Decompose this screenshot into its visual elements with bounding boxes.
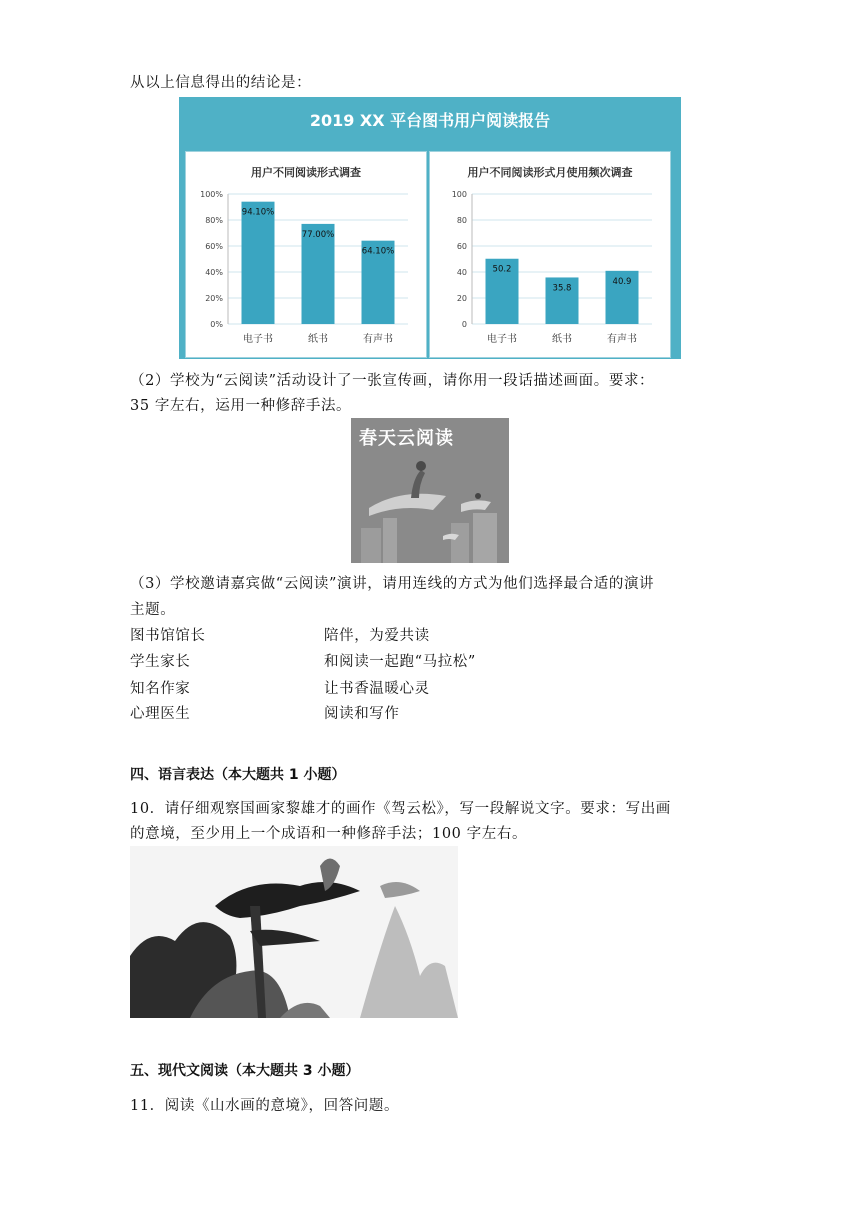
topic-item: 和阅读一起跑“马拉松” — [324, 654, 476, 670]
chart2-svg — [430, 152, 670, 357]
q2-line2: 35 字左右，运用一种修辞手法。 — [130, 398, 352, 414]
intro-text: 从以上信息得出的结论是： — [130, 75, 312, 91]
section5-heading: 五、现代文阅读（本大题共 3 小题） — [130, 1063, 360, 1079]
topic-item: 陪伴，为爱共读 — [324, 628, 430, 644]
y-tick-label: 0% — [210, 320, 223, 329]
q11-line: 11．阅读《山水画的意境》，回答问题。 — [130, 1098, 400, 1114]
x-tick-label: 有声书 — [607, 334, 637, 345]
poster-title: 春天云阅读 — [359, 428, 454, 449]
y-tick-label: 20% — [205, 294, 223, 303]
data-label: 40.9 — [612, 276, 632, 287]
topic-item: 阅读和写作 — [324, 706, 400, 722]
y-tick-label: 80 — [456, 216, 467, 225]
data-label: 94.10% — [241, 207, 275, 218]
x-tick-label: 电子书 — [487, 334, 517, 345]
guest-item: 心理医生 — [130, 706, 191, 722]
chart2-title: 用户不同阅读形式月使用频次调查 — [467, 166, 633, 179]
chart1-title: 用户不同阅读形式调查 — [251, 166, 361, 179]
y-tick-label: 40 — [456, 268, 467, 277]
guest-item: 学生家长 — [130, 654, 191, 670]
reading-report-image — [179, 97, 681, 359]
y-tick-label: 100 — [451, 190, 467, 199]
x-tick-label: 电子书 — [243, 334, 273, 345]
x-tick-label: 纸书 — [308, 334, 328, 345]
cloud-reading-poster — [351, 418, 509, 563]
q2-line1: （2）学校为“云阅读”活动设计了一张宣传画，请你用一段话描述画面。要求： — [130, 373, 655, 389]
section4-heading: 四、语言表达（本大题共 1 小题） — [130, 767, 346, 783]
q10-line1: 10．请仔细观察国画家黎雄才的画作《驾云松》，写一段解说文字。要求：写出画 — [130, 801, 671, 817]
q3-line2: 主题。 — [130, 602, 176, 618]
data-label: 35.8 — [552, 283, 572, 294]
report-title: 2019 XX 平台图书用户阅读报告 — [309, 111, 551, 130]
chart-panel-reading-forms — [185, 151, 427, 358]
bar — [242, 202, 275, 324]
data-label: 50.2 — [492, 264, 512, 275]
guest-item: 知名作家 — [130, 681, 191, 697]
x-tick-label: 有声书 — [363, 334, 393, 345]
y-tick-label: 100% — [200, 190, 223, 199]
data-label: 64.10% — [361, 246, 395, 257]
q3-line1: （3）学校邀请嘉宾做“云阅读”演讲，请用连线的方式为他们选择最合适的演讲 — [130, 576, 655, 592]
y-tick-label: 80% — [205, 216, 223, 225]
y-tick-label: 60 — [456, 242, 467, 251]
x-tick-label: 纸书 — [552, 334, 572, 345]
y-tick-label: 60% — [205, 242, 223, 251]
q10-line2: 的意境，至少用上一个成语和一种修辞手法；100 字左右。 — [130, 826, 528, 842]
y-tick-label: 20 — [456, 294, 467, 303]
topic-item: 让书香温暖心灵 — [324, 681, 430, 697]
painting-illustration — [130, 846, 458, 1018]
pine-cloud-painting — [130, 846, 458, 1018]
y-tick-label: 0 — [461, 320, 467, 329]
guest-item: 图书馆馆长 — [130, 628, 206, 644]
chart1-svg — [186, 152, 426, 357]
data-label: 77.00% — [301, 229, 335, 240]
chart-panel-monthly-frequency — [429, 151, 671, 358]
y-tick-label: 40% — [205, 268, 223, 277]
